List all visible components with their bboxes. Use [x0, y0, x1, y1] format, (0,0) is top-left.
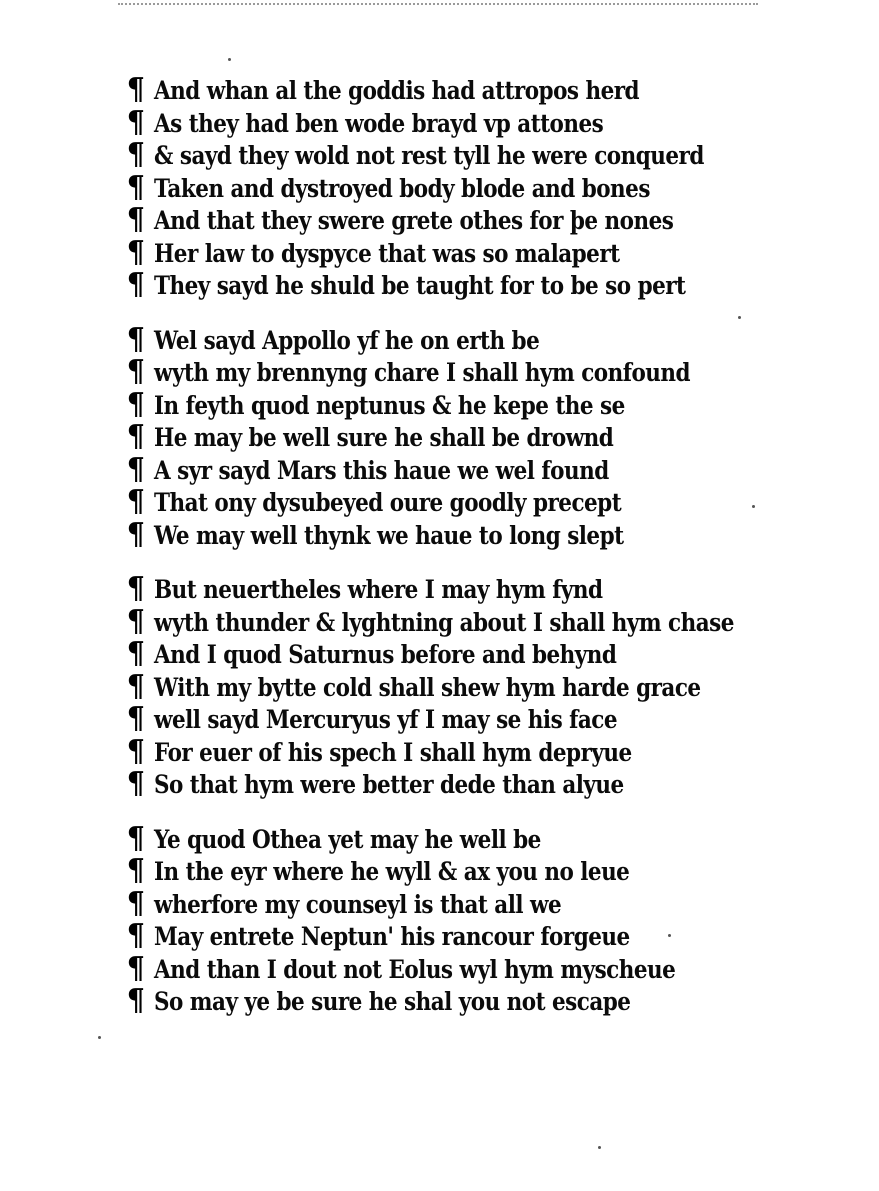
verse-line: [126, 169, 826, 205]
pilcrow-mark: ¶: [126, 267, 145, 302]
verse-line: [126, 386, 826, 422]
ink-speck: [228, 58, 231, 61]
pilcrow-mark: ¶: [126, 668, 145, 704]
poem-text: [126, 74, 826, 1040]
pilcrow-mark: ¶: [126, 137, 145, 172]
pilcrow-mark: ¶: [126, 950, 145, 986]
verse-text: So that hym were better dede than alyue: [154, 770, 624, 799]
pilcrow-mark: ¶: [126, 104, 145, 140]
verse-line: [126, 950, 826, 986]
pilcrow-mark: ¶: [126, 516, 145, 552]
verse-text: wyth my brennyng chare I shall hym confound: [154, 358, 691, 387]
pilcrow-mark: ¶: [126, 484, 145, 519]
verse-line: [126, 733, 826, 769]
verse-line: [126, 269, 826, 302]
verse-text: In the eyr where he wyll & ax you no leue: [154, 857, 630, 886]
pilcrow-mark: ¶: [126, 386, 145, 422]
verse-line: [126, 573, 826, 606]
top-edge-rule: [118, 3, 758, 5]
verse-text: So may ye be sure he shal you not escape: [154, 987, 631, 1016]
ink-speck: [98, 1036, 101, 1039]
verse-text: As they had ben wode brayd vp attones: [154, 108, 604, 138]
stanza-2: [126, 321, 826, 552]
pilcrow-mark: ¶: [126, 603, 145, 639]
verse-line: [126, 516, 826, 552]
pilcrow-mark: ¶: [126, 983, 145, 1018]
pilcrow-mark: ¶: [126, 419, 145, 454]
verse-line: [126, 139, 826, 172]
verse-line: [126, 421, 826, 454]
stanza-4: [126, 820, 826, 1018]
verse-text: That ony dysubeyed oure goodly precept: [154, 488, 622, 517]
pilcrow-mark: ¶: [126, 202, 145, 237]
verse-line: [126, 356, 826, 389]
verse-text: He may be well sure he shall be drownd: [154, 423, 614, 452]
verse-text: And that they swere grete othes for þe nones: [154, 206, 674, 235]
verse-line: [126, 603, 826, 639]
verse-text: A syr sayd Mars this haue we wel found: [154, 455, 609, 485]
pilcrow-mark: ¶: [126, 701, 145, 736]
pilcrow-mark: ¶: [126, 571, 145, 606]
verse-line: [126, 451, 826, 487]
verse-text: Ye quod Othea yet may he well be: [154, 824, 541, 854]
verse-line: [126, 638, 826, 671]
pilcrow-mark: ¶: [126, 169, 145, 205]
verse-text: And than I dout not Eolus wyl hym myscheue: [154, 954, 676, 984]
verse-text: wyth thunder & lyghtning about I shall hym chase: [154, 607, 734, 637]
verse-text: well sayd Mercuryus yf I may se his face: [154, 705, 618, 734]
verse-line: [126, 74, 826, 107]
verse-line: [126, 920, 826, 953]
pilcrow-mark: ¶: [126, 766, 145, 801]
pilcrow-mark: ¶: [126, 451, 145, 487]
verse-text: With my bytte cold shall shew hym harde grace: [154, 672, 701, 702]
verse-line: [126, 985, 826, 1018]
verse-line: [126, 668, 826, 704]
verse-text: And I quod Saturnus before and behynd: [154, 640, 617, 669]
pilcrow-mark: ¶: [126, 885, 145, 921]
verse-line: [126, 885, 826, 921]
verse-text: In feyth quod neptunus & he kepe the se: [154, 390, 625, 420]
verse-line: [126, 703, 826, 736]
pilcrow-mark: ¶: [126, 354, 145, 389]
verse-text: We may well thynk we haue to long slept: [154, 520, 624, 550]
verse-line: [126, 204, 826, 237]
pilcrow-mark: ¶: [126, 636, 145, 671]
verse-line: [126, 855, 826, 888]
verse-line: [126, 820, 826, 856]
verse-line: [126, 104, 826, 140]
verse-text: & sayd they wold not rest tyll he were conquerd: [154, 141, 704, 170]
verse-text: They sayd he shuld be taught for to be so pert: [154, 271, 686, 300]
stanza-3: [126, 573, 826, 801]
verse-text: But neuertheles where I may hym fynd: [154, 575, 603, 604]
pilcrow-mark: ¶: [126, 733, 145, 769]
verse-text: May entrete Neptun' his rancour forgeue: [154, 922, 630, 951]
verse-line: [126, 768, 826, 801]
pilcrow-mark: ¶: [126, 820, 145, 856]
verse-text: Wel sayd Appollo yf he on erth be: [154, 325, 540, 355]
verse-line: [126, 321, 826, 357]
stanza-1: [126, 74, 826, 302]
pilcrow-mark: ¶: [126, 234, 145, 270]
pilcrow-mark: ¶: [126, 321, 145, 357]
verse-text: wherfore my counseyl is that all we: [154, 889, 562, 919]
verse-text: For euer of his spech I shall hym depryue: [154, 737, 632, 767]
verse-line: [126, 486, 826, 519]
ink-speck: [598, 1146, 601, 1149]
verse-line: [126, 234, 826, 270]
verse-text: Her law to dyspyce that was so malapert: [154, 238, 620, 268]
verse-text: Taken and dystroyed body blode and bones: [154, 173, 650, 203]
verse-text: And whan al the goddis had attropos herd: [154, 76, 640, 105]
pilcrow-mark: ¶: [126, 72, 145, 107]
pilcrow-mark: ¶: [126, 853, 145, 888]
pilcrow-mark: ¶: [126, 918, 145, 953]
